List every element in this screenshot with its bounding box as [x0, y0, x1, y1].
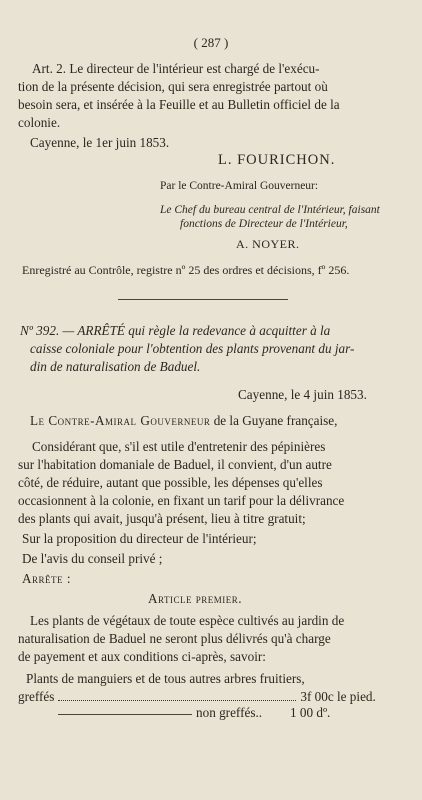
- art2-line-4: colonie.: [18, 115, 61, 130]
- dateline-2: Cayenne, le 4 juin 1853.: [238, 387, 367, 402]
- considerant-line-1: Considérant que, s'il est utile d'entretenir des pépinières: [32, 439, 326, 454]
- considerant-line-5: des plants qui avait, jusqu'à présent, lieu à titre gratuit;: [18, 511, 306, 526]
- arrete-title-1: Nº 392. — ARRÊTÉ qui règle la redevance à acquitter à la: [20, 323, 331, 338]
- signatory: L. FOURICHON.: [218, 152, 336, 168]
- art2-line-2: tion de la présente décision, qui sera enregistrée partout où: [18, 79, 328, 94]
- article-line-2: naturalisation de Baduel ne seront plus délivrés qu'à charge: [18, 631, 331, 646]
- dot-leader: [58, 700, 296, 701]
- proposition-line: Sur la proposition du directeur de l'intérieur;: [22, 531, 257, 546]
- chef-line-2: fonctions de Directeur de l'Intérieur,: [180, 218, 348, 230]
- page-number: ( 287 ): [193, 35, 229, 50]
- article-line-1: Les plants de végétaux de toute espèce cultivés au jardin de: [30, 613, 345, 628]
- signatory-2: A. NOYER.: [236, 237, 300, 251]
- authority-line: [30, 412, 337, 429]
- dateline-1: Cayenne, le 1er juin 1853.: [30, 135, 170, 150]
- plants-line-2: [18, 688, 376, 705]
- art2-line-1: Art. 2. Le directeur de l'intérieur est chargé de l'exécu-: [32, 61, 320, 76]
- registration-line: Enregistré au Contrôle, registre nº 25 des ordres et décisions, fº 256.: [22, 263, 350, 277]
- authority-title: Le Contre-Amiral Gouverneur: [30, 413, 211, 428]
- considerant-line-3: côté, de réduire, autant que possible, les dépenses qu'elles: [18, 475, 323, 490]
- considerant-line-2: sur l'habitation domaniale de Baduel, il convient, d'un autre: [18, 457, 332, 472]
- authority-rest: de la Guyane française,: [210, 413, 338, 428]
- arrete-title-3: din de naturalisation de Baduel.: [30, 359, 201, 374]
- plants-grafted-label: greffés: [18, 689, 55, 704]
- art2-line-3: besoin sera, et insérée à la Feuille et au Bulletin officiel de la: [18, 97, 340, 112]
- per-line: Par le Contre-Amiral Gouverneur:: [160, 180, 319, 192]
- considerant-line-4: occasionnent à la colonie, en fixant un tarif pour la délivrance: [18, 493, 345, 508]
- plants-ungrafted-label: non greffés..: [196, 705, 263, 720]
- separator-rule: [118, 299, 288, 300]
- arrete-title-2: caisse coloniale pour l'obtention des plants provenant du jar-: [30, 341, 355, 356]
- arrete-label: Arrête :: [22, 571, 71, 586]
- ditto-rule: [58, 714, 192, 715]
- plants-grafted-price: 3f 00c le pied.: [300, 689, 376, 704]
- chef-line-1: Le Chef du bureau central de l'Intérieur, faisant: [160, 204, 380, 216]
- article-line-3: de payement et aux conditions ci-après, savoir:: [18, 649, 266, 664]
- avis-line: De l'avis du conseil privé ;: [22, 551, 163, 566]
- plants-line-1: Plants de manguiers et de tous autres arbres fruitiers,: [26, 671, 305, 686]
- plants-ungrafted-price: 1 00 dº.: [290, 705, 331, 720]
- article-heading: Article premier.: [148, 591, 243, 606]
